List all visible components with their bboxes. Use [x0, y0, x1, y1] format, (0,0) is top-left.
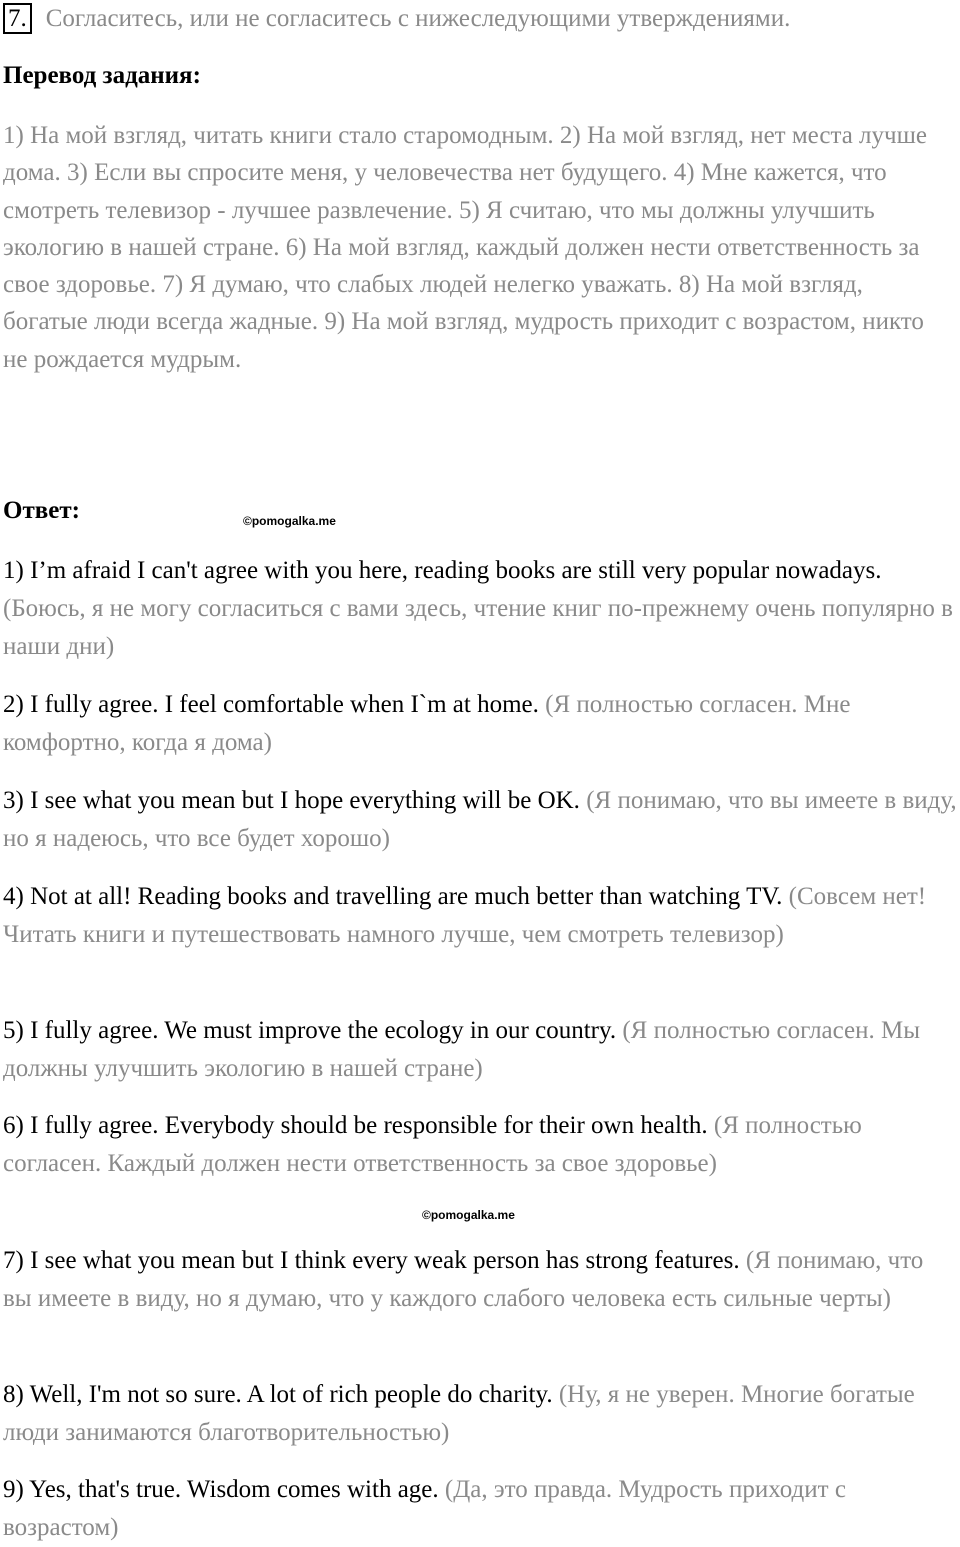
answer-item-2 [3, 686, 958, 762]
answer-item-5 [3, 1012, 958, 1088]
answer-en: 9) Yes, that's true. Wisdom comes with age. [3, 1476, 439, 1503]
answer-ru: (Боюсь, я не могу согласиться с вами здесь, чтение книг по-прежнему очень популярно в наши дни) [3, 595, 953, 660]
answer-item-8 [3, 1376, 958, 1452]
answer-en: 5) I fully agree. We must improve the ecology in our country. [3, 1017, 617, 1044]
answer-en: 1) I’m afraid I can't agree with you here, reading books are still very popular nowadays. [3, 557, 882, 584]
answer-heading: Ответ: [3, 497, 80, 524]
task-header [3, 3, 790, 34]
task-instruction: Согласитесь, или не согласитесь с нижеследующими утверждениями. [45, 4, 791, 32]
answer-item-1 [3, 552, 958, 666]
answer-ru: (Да, это правда. Мудрость приходит с возрастом) [3, 1476, 846, 1541]
answer-item-9 [3, 1471, 958, 1547]
translation-heading: Перевод задания: [3, 62, 201, 89]
answer-en: 8) Well, I'm not so sure. A lot of rich people do charity. [3, 1381, 553, 1408]
answer-en: 7) I see what you mean but I think every weak person has strong features. [3, 1247, 740, 1274]
answer-en: 4) Not at all! Reading books and travelling are much better than watching TV. [3, 883, 783, 910]
answer-ru: (Я понимаю, что вы имеете в виду, но я думаю, что у каждого слабого человека есть сильные черты) [3, 1247, 924, 1312]
answer-en: 6) I fully agree. Everybody should be responsible for their own health. [3, 1112, 708, 1139]
answer-item-6 [3, 1107, 958, 1183]
answer-item-7 [3, 1242, 958, 1318]
answer-item-3 [3, 782, 958, 858]
watermark: ©pomogalka.me [422, 1208, 515, 1222]
watermark: ©pomogalka.me [243, 514, 336, 528]
answer-item-4 [3, 878, 958, 954]
answer-en: 3) I see what you mean but I hope everything will be OK. [3, 787, 580, 814]
answer-en: 2) I fully agree. I feel comfortable when I`m at home. [3, 691, 539, 718]
translation-text: 1) На мой взгляд, читать книги стало старомодным. 2) На мой взгляд, нет места лучше дома. 3) Если вы спросите меня, у человечества нет будущего. 4) Мне кажется, что смотреть телевизор - лучшее развлечение. 5) Я считаю, что мы должны улучшить экологию в нашей стране. 6) На мой взгляд, каждый должен нести ответственность за свое здоровье. 7) Я думаю, что слабых людей нелегко уважать. 8) На мой взгляд, богатые люди всегда жадные. 9) На мой взгляд, мудрость приходит с возрастом, никто не рождается мудрым. [3, 122, 927, 373]
answer-ru: (Я полностью согласен. Каждый должен нести ответственность за свое здоровье) [3, 1112, 862, 1177]
answer-ru: (Я полностью согласен. Мы должны улучшить экологию в нашей стране) [3, 1017, 921, 1082]
answer-ru: (Я полностью согласен. Мне комфортно, когда я дома) [3, 691, 851, 756]
task-number-box: 7. [3, 3, 32, 34]
answer-ru: (Совсем нет! Читать книги и путешествовать намного лучше, чем смотреть телевизор) [3, 883, 927, 948]
answer-ru: (Ну, я не уверен. Многие богатые люди занимаются благотворительностью) [3, 1381, 915, 1446]
answer-ru: (Я понимаю, что вы имеете в виду, но я надеюсь, что все будет хорошо) [3, 787, 957, 852]
